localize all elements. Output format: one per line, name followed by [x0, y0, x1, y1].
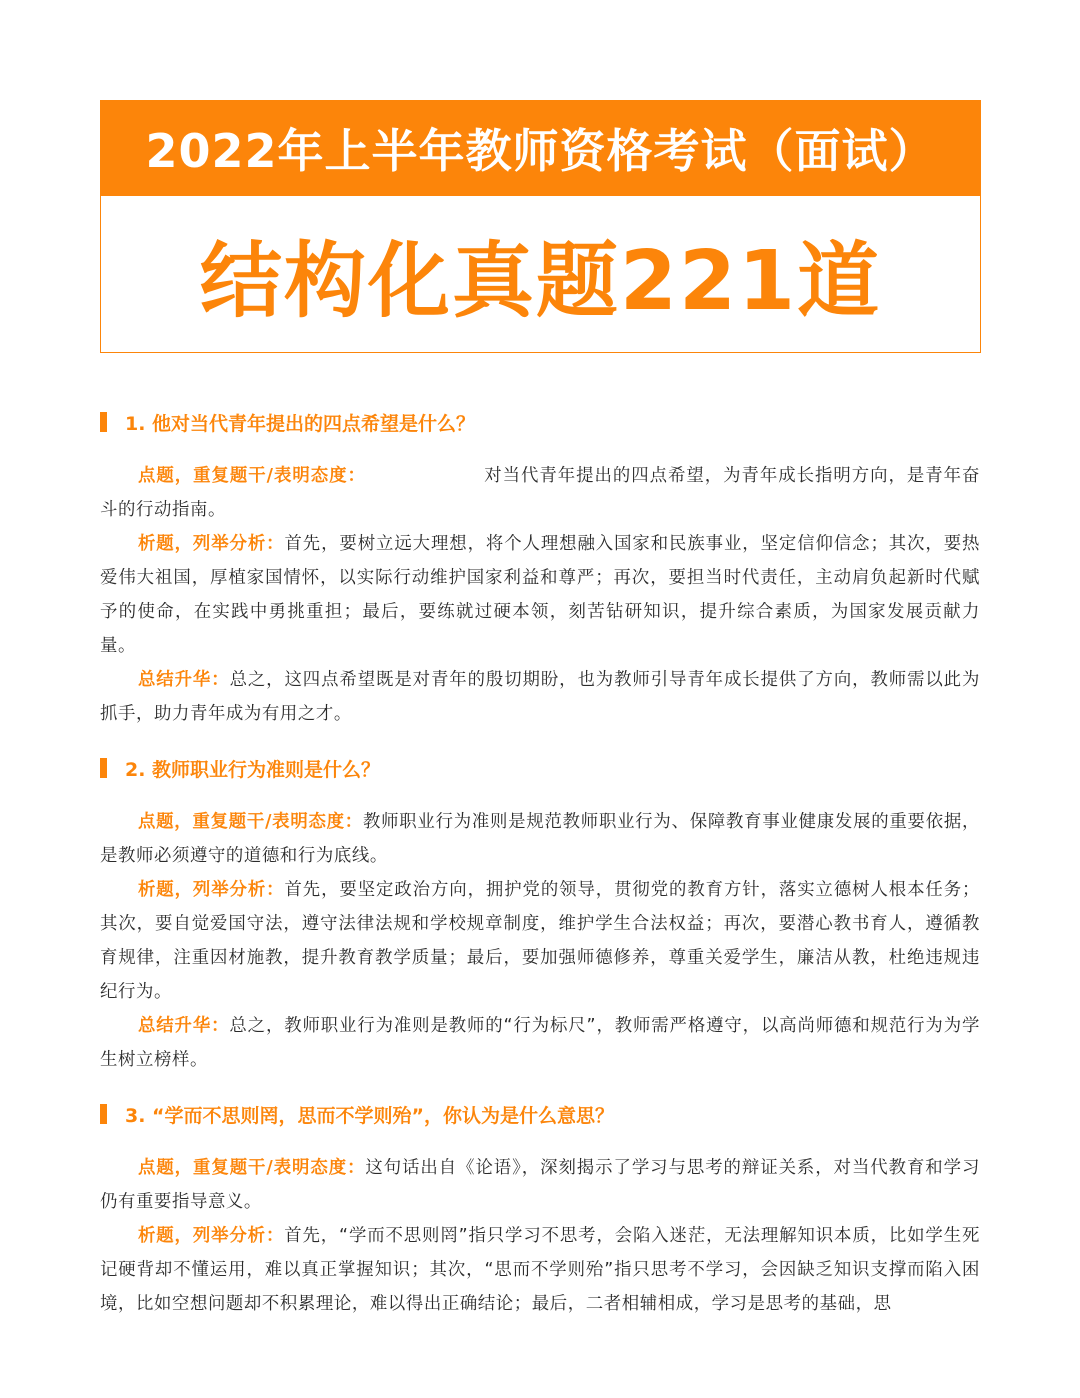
paragraph-text: 教师职业行为准则是规范教师职业行为、保障教育事业健康发展的重要依据，是教师必须遵守的道德和行为底线。 — [100, 812, 980, 866]
answer-paragraph — [100, 873, 980, 1009]
question-title-text: 2. 教师职业行为准则是什么？ — [125, 758, 381, 781]
question-block — [100, 1097, 980, 1321]
paragraph-label: 点题，重复题干/表明态度： — [138, 466, 366, 486]
paragraph-text: 这句话出自《论语》，深刻揭示了学习与思考的辩证关系，对当代教育和学习仍有重要指导意义。 — [100, 1158, 980, 1212]
question-title — [100, 1097, 980, 1131]
answer-paragraph — [100, 663, 980, 731]
answer-paragraph — [100, 459, 980, 527]
question-marker-icon — [100, 758, 107, 778]
paragraph-label: 点题，重复题干/表明态度： — [138, 1158, 366, 1178]
header-banner — [100, 100, 981, 196]
question-title-text: 1. 他对当代青年提出的四点希望是什么？ — [125, 412, 476, 435]
answer-paragraph — [100, 1009, 980, 1077]
question-block — [100, 405, 980, 731]
question-marker-icon — [100, 412, 107, 432]
paragraph-text: 总之，教师职业行为准则是教师的“行为标尺”，教师需严格遵守，以高尚师德和规范行为为学生树立榜样。 — [100, 1016, 980, 1070]
paragraph-text: 首先，要坚定政治方向，拥护党的领导，贯彻党的教育方针，落实立德树人根本任务；其次，要自觉爱国守法，遵守法律法规和学校规章制度，维护学生合法权益；再次，要潜心教书育人，遵循教育规律，注重因材施教，提升教育教学质量；最后，要加强师德修养，尊重关爱学生，廉洁从教，杜绝违规违纪行为。 — [100, 880, 980, 1002]
paragraph-label: 点题，重复题干/表明态度： — [138, 812, 363, 832]
paragraph-label: 析题，列举分析： — [138, 880, 285, 900]
question-marker-icon — [100, 1104, 107, 1124]
paragraph-label: 总结升华： — [138, 1016, 230, 1036]
paragraph-text: 总之，这四点希望既是对青年的殷切期盼，也为教师引导青年成长提供了方向，教师需以此为抓手，助力青年成为有用之才。 — [100, 670, 980, 724]
header-banner-text: 2022年上半年教师资格考试（面试） — [145, 124, 936, 178]
paragraph-text: 首先，“学而不思则罔”指只学习不思考，会陷入迷茫，无法理解知识本质，比如学生死记硬背却不懂运用，难以真正掌握知识；其次，“思而不学则殆”指只思考不学习，会因缺乏知识支撑而陷入困境，比如空想问题却不积累理论，难以得出正确结论；最后，二者相辅相成，学习是思考的基础，思 — [100, 1226, 980, 1314]
question-title — [100, 405, 980, 439]
answer-paragraph — [100, 1151, 980, 1219]
answer-paragraph — [100, 1219, 980, 1321]
paragraph-text: 首先，要树立远大理想，将个人理想融入国家和民族事业，坚定信仰信念；其次，要热爱伟大祖国，厚植家国情怀，以实际行动维护国家利益和尊严；再次，要担当时代责任，主动肩负起新时代赋予的使命，在实践中勇挑重担；最后，要练就过硬本领，刻苦钻研知识，提升综合素质，为国家发展贡献力量。 — [100, 534, 980, 656]
question-title — [100, 751, 980, 785]
paragraph-label: 总结升华： — [138, 670, 230, 690]
answer-paragraph — [100, 805, 980, 873]
page-title: 结构化真题221道 — [199, 233, 882, 329]
question-list — [100, 405, 980, 1341]
paragraph-text: 对当代青年提出的四点希望，为青年成长指明方向，是青年奋斗的行动指南。 — [100, 466, 981, 520]
paragraph-label: 析题，列举分析： — [138, 534, 285, 554]
title-box — [100, 196, 981, 353]
question-title-text: 3. “学而不思则罔，思而不学则殆”，你认为是什么意思？ — [125, 1104, 615, 1127]
answer-paragraph — [100, 527, 980, 663]
question-block — [100, 751, 980, 1077]
paragraph-label: 析题，列举分析： — [138, 1226, 285, 1246]
